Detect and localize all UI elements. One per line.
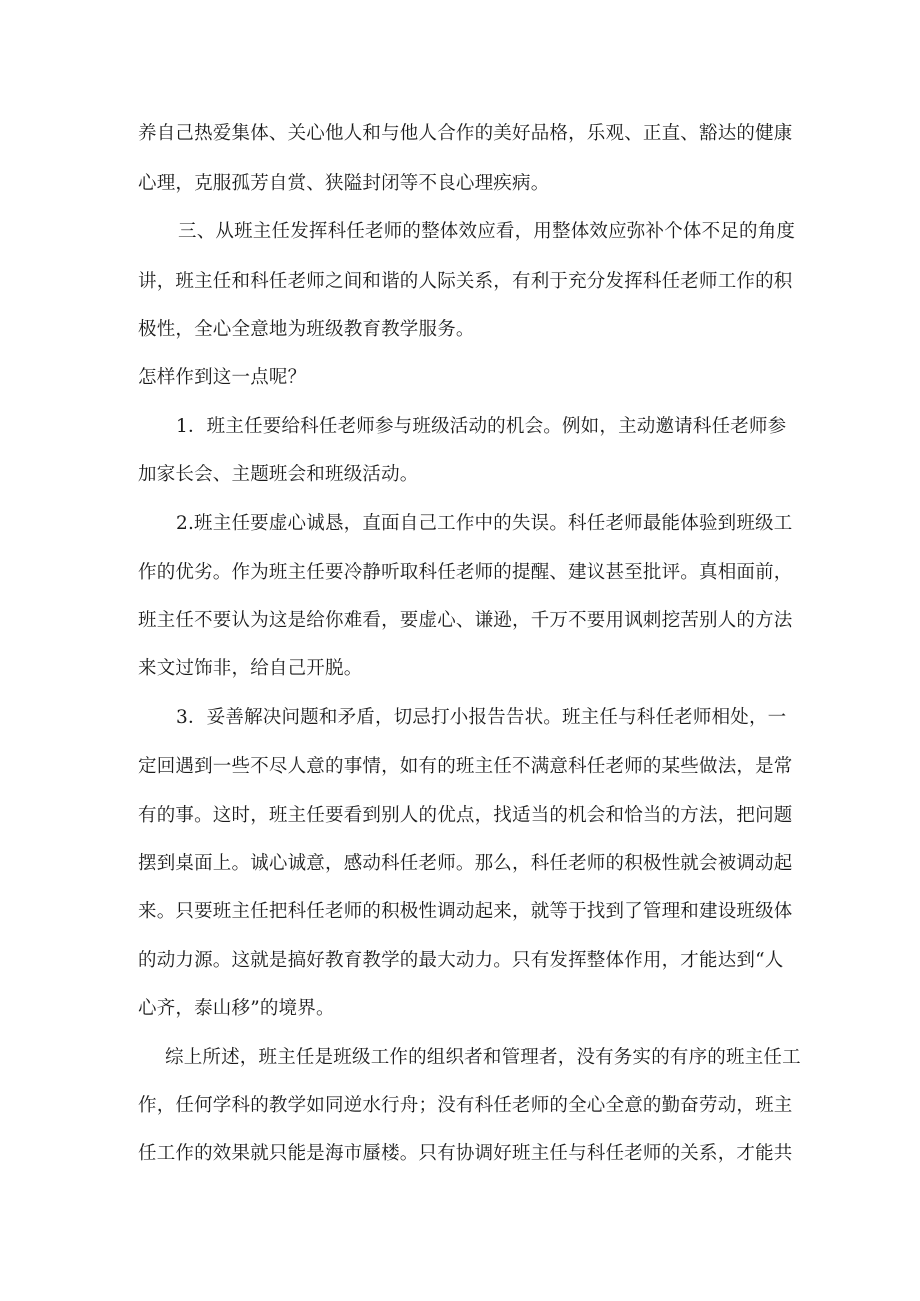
- paragraph-line: 任工作的效果就只能是海市蜃楼。只有协调好班主任与科任老师的关系，才能共: [138, 1143, 793, 1164]
- paragraph-line: 的动力源。这就是搞好教育教学的最大动力。只有发挥整体作用，才能达到“人: [138, 950, 784, 971]
- item-one-line: 1．班主任要给科任老师参与班级活动的机会。例如，主动邀请科任老师参: [176, 416, 787, 437]
- paragraph-line: 班主任不要认为这是给你难看，要虚心、谦逊，千万不要用讽刺挖苦别人的方法: [138, 610, 793, 631]
- paragraph-line: 极性，全心全意地为班级教育教学服务。: [138, 319, 475, 340]
- paragraph-line: 有的事。这时，班主任要看到别人的优点，找适当的机会和恰当的方法，把问题: [138, 805, 793, 826]
- paragraph-line: 加家长会、主题班会和班级活动。: [138, 464, 419, 485]
- conclusion-line: 综上所述，班主任是班级工作的组织者和管理者，没有务实的有序的班主任工: [165, 1047, 801, 1068]
- paragraph-line: 摆到桌面上。诚心诚意，感动科任老师。那么，科任老师的积极性就会被调动起: [138, 853, 793, 874]
- section-three-line: 三、从班主任发挥科任老师的整体效应看，用整体效应弥补个体不足的角度: [178, 221, 796, 242]
- paragraph-line: 作，任何学科的教学如同逆水行舟；没有科任老师的全心全意的勤奋劳动，班主: [138, 1095, 793, 1116]
- item-three-line: 3．妥善解决问题和矛盾，切忌打小报告告状。班主任与科任老师相处，一: [176, 707, 787, 728]
- paragraph-line: 来。只要班主任把科任老师的积极性调动起来，就等于找到了管理和建设班级体: [138, 901, 793, 922]
- paragraph-line: 来文过饰非，给自己开脱。: [138, 658, 363, 679]
- paragraph-line: 讲，班主任和科任老师之间和谐的人际关系，有利于充分发挥科任老师工作的积: [138, 271, 793, 292]
- paragraph-line: 心理，克服孤芳自赏、狭隘封闭等不良心理疾病。: [138, 173, 550, 194]
- paragraph-line: 定回遇到一些不尽人意的事情，如有的班主任不满意科任老师的某些做法，是常: [138, 756, 793, 777]
- question-line: 怎样作到这一点呢？: [138, 367, 307, 388]
- paragraph-line: 养自己热爱集体、关心他人和与他人合作的美好品格，乐观、正直、豁达的健康: [138, 123, 793, 144]
- item-two-line: 2.班主任要虚心诚恳，直面自己工作中的失误。科任老师最能体验到班级工: [176, 513, 793, 534]
- paragraph-line: 心齐，泰山移”的境界。: [138, 998, 335, 1019]
- paragraph-line: 作的优劣。作为班主任要冷静听取科任老师的提醒、建议甚至批评。真相面前，: [138, 562, 793, 583]
